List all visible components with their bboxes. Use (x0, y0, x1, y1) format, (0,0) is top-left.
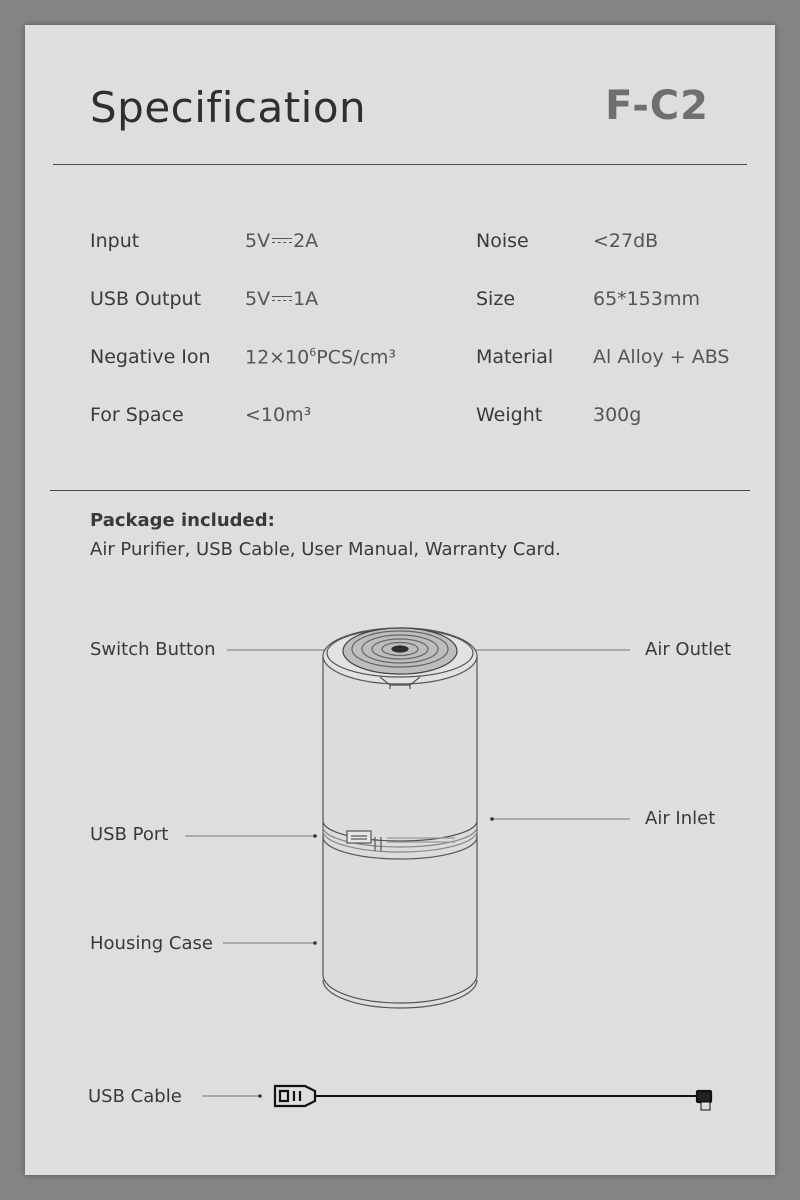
spec-value-usb-current: 1A (293, 288, 319, 310)
spec-value-input-voltage: 5V (245, 230, 271, 252)
spec-value-ion-unit: PCS/cm³ (316, 346, 397, 369)
spec-label-size: Size (476, 288, 516, 310)
spec-label-usb-output: USB Output (90, 288, 202, 310)
spec-label-material: Material (476, 346, 554, 368)
spec-value-for-space: <10m³ (245, 404, 312, 426)
spec-value-ion-base: 12×10 (245, 346, 310, 369)
spec-value-input-current: 2A (293, 230, 319, 252)
usb-cable-icon (275, 1086, 711, 1110)
spec-label-negative-ion: Negative Ion (90, 346, 211, 368)
switch-button-icon (392, 646, 408, 652)
label-air-inlet: Air Inlet (645, 808, 716, 829)
spec-value-noise: <27dB (593, 230, 659, 252)
spec-value-ion-exponent: 6 (309, 346, 317, 359)
air-purifier-icon (323, 628, 477, 1008)
spec-label-noise: Noise (476, 230, 529, 252)
package-items: Air Purifier, USB Cable, User Manual, Warranty Card. (90, 539, 561, 560)
spec-value-size: 65*153mm (593, 288, 700, 310)
usb-port-icon (347, 831, 371, 843)
page-title: Specification (90, 83, 367, 132)
spec-card (25, 25, 775, 1175)
spec-label-input: Input (90, 230, 140, 252)
spec-value-weight: 300g (593, 404, 642, 426)
spec-label-weight: Weight (476, 404, 543, 426)
product-diagram (25, 25, 775, 1175)
spec-label-for-space: For Space (90, 404, 184, 426)
spec-value-usb-voltage: 5V (245, 288, 271, 310)
model-number: F-C2 (605, 83, 709, 129)
label-usb-cable: USB Cable (88, 1086, 182, 1107)
spec-value-material: Al Alloy + ABS (593, 346, 730, 368)
label-usb-port: USB Port (90, 824, 169, 845)
label-switch-button: Switch Button (90, 639, 216, 660)
label-air-outlet: Air Outlet (645, 639, 732, 660)
label-housing-case: Housing Case (90, 933, 213, 954)
package-heading: Package included: (90, 510, 275, 531)
